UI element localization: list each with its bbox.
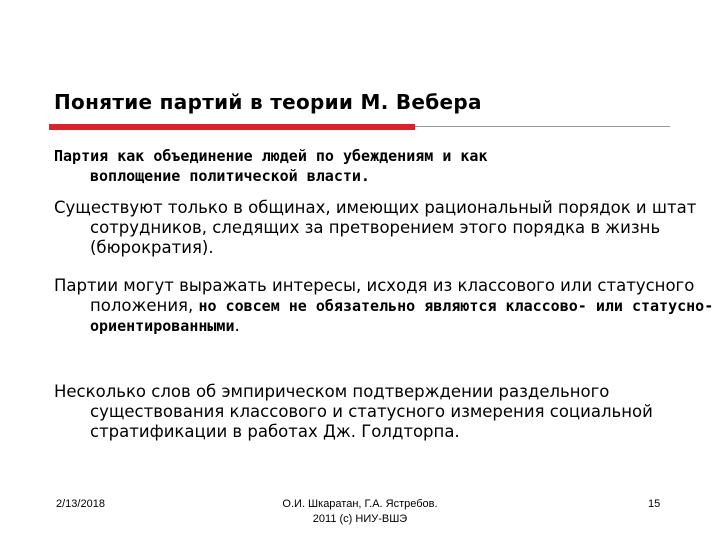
footer-copyright-line: 2011 (с) НИУ-ВШЭ (312, 513, 408, 525)
paragraph-party-definition (54, 146, 714, 186)
title-underline-rule (415, 126, 670, 127)
paragraph-bold-text: но совсем не обязательно являются классово- или статусно-ориентированными (90, 297, 714, 335)
paragraph-communities: Существуют только в общинах, имеющих рациональный порядок и штат сотрудников, следящих за претворением этого порядка в жизнь (бюрократия). (54, 198, 697, 257)
footer-author-line: О.И. Шкаратан, Г.А. Ястребов. (282, 498, 438, 510)
footer-page-number: 15 (648, 498, 661, 510)
paragraph-line: Партия как объединение людей по убеждениям и как (54, 147, 488, 165)
paragraph-tail: . (234, 316, 240, 335)
paragraph-plain-text: Партии могут выражать интересы, исходя из классового или статусного положения, (54, 276, 695, 315)
footer-date: 2/13/2018 (56, 498, 105, 510)
paragraph-interests (54, 276, 714, 336)
paragraph-line: воплощение политической власти. (90, 167, 370, 185)
footer-author (230, 497, 490, 527)
title-underline-accent (49, 124, 415, 130)
slide-title: Понятие партий в теории М. Вебера (54, 90, 482, 114)
paragraph-goldthorpe: Несколько слов об эмпирическом подтверждении раздельного существования классового и статусного измерения социальной стратификации в работах Дж. Голдторпа. (54, 382, 653, 441)
